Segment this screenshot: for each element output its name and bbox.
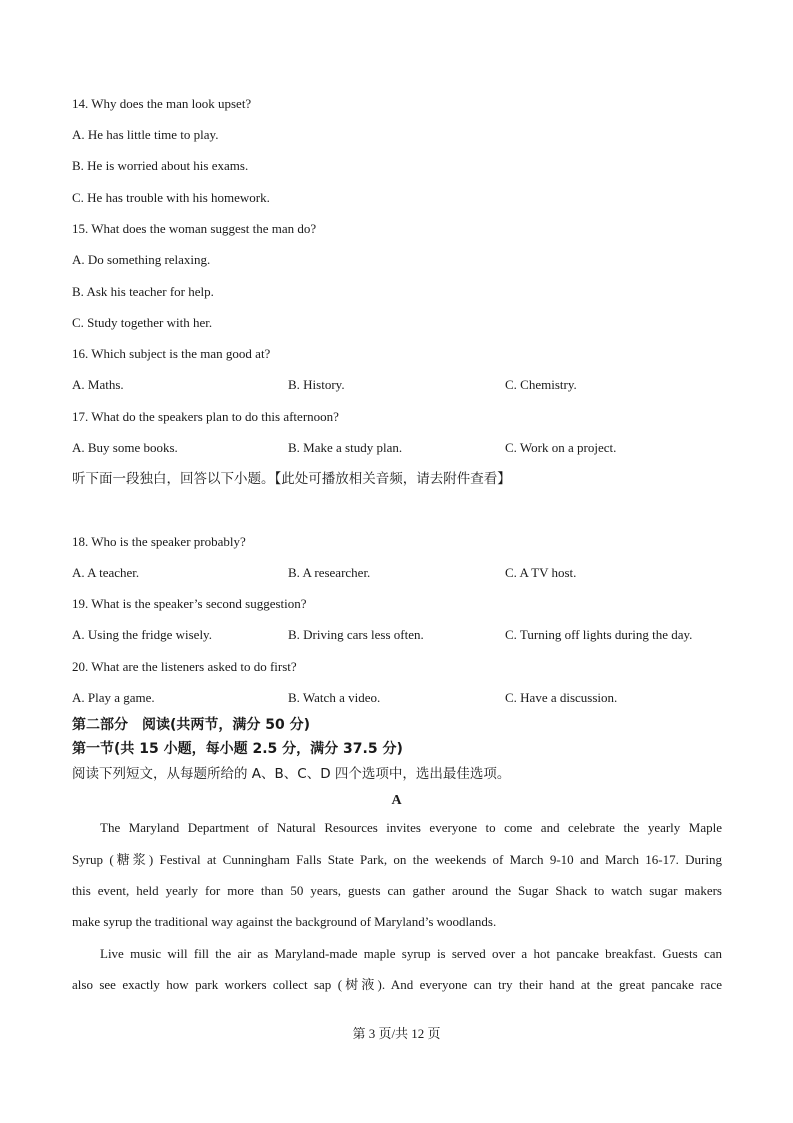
question-14-option-c: C. He has trouble with his homework. <box>72 190 270 205</box>
question-20-option-c: C. Have a discussion. <box>505 690 618 705</box>
question-15-option-b: B. Ask his teacher for help. <box>72 284 214 299</box>
page-footer: 第 3 页/共 12 页 <box>352 1026 441 1041</box>
question-20-stem: 20. What are the listeners asked to do first? <box>72 659 297 674</box>
part-two-heading: 第二部分 阅读(共两节，满分 50 分) <box>72 717 311 733</box>
question-18-stem: 18. Who is the speaker probably? <box>72 534 246 549</box>
monologue-instruction: 听下面一段独白，回答以下小题。【此处可播放相关音频，请去附件查看】 <box>72 471 511 487</box>
passage-line: also see exactly how park workers collect sap (树液). And everyone can try their hand at the great pancake race <box>72 977 722 992</box>
passage-line: this event, held yearly for more than 50 years, guests can gather around the Sugar Shack to watch sugar makers <box>72 883 722 898</box>
passage-line: Syrup (糖浆) Festival at Cunningham Falls State Park, on the weekends of March 9-10 and March 16-17. During <box>72 852 722 867</box>
question-15-option-a: A. Do something relaxing. <box>72 252 211 267</box>
question-20-option-b: B. Watch a video. <box>288 690 381 705</box>
question-17-option-b: B. Make a study plan. <box>288 440 403 455</box>
question-18-option-a: A. A teacher. <box>72 565 140 580</box>
section-one-heading: 第一节(共 15 小题，每小题 2.5 分，满分 37.5 分) <box>72 741 403 757</box>
reading-instruction: 阅读下列短文，从每题所给的 A、B、C、D 四个选项中，选出最佳选项。 <box>72 766 511 782</box>
passage-line: Live music will fill the air as Maryland-made maple syrup is served over a hot pancake breakfast. Guests can <box>100 946 722 961</box>
question-19-option-a: A. Using the fridge wisely. <box>72 627 212 642</box>
question-16-option-b: B. History. <box>288 377 345 392</box>
question-18-option-b: B. A researcher. <box>288 565 371 580</box>
passage-line: The Maryland Department of Natural Resources invites everyone to come and celebrate the yearly Maple <box>100 820 722 835</box>
question-16-option-a: A. Maths. <box>72 377 124 392</box>
question-14-option-b: B. He is worried about his exams. <box>72 158 249 173</box>
question-17-stem: 17. What do the speakers plan to do this afternoon? <box>72 409 339 424</box>
question-18-option-c: C. A TV host. <box>505 565 577 580</box>
question-17-option-a: A. Buy some books. <box>72 440 178 455</box>
question-15-option-c: C. Study together with her. <box>72 315 213 330</box>
question-14-stem: 14. Why does the man look upset? <box>72 96 252 111</box>
question-19-option-c: C. Turning off lights during the day. <box>505 627 693 642</box>
passage-line: make syrup the traditional way against the background of Maryland’s woodlands. <box>72 914 497 929</box>
question-14-option-a: A. He has little time to play. <box>72 127 219 142</box>
passage-letter: A <box>391 793 402 808</box>
question-17-option-c: C. Work on a project. <box>505 440 617 455</box>
question-16-option-c: C. Chemistry. <box>505 377 577 392</box>
question-15-stem: 15. What does the woman suggest the man do? <box>72 221 317 236</box>
question-16-stem: 16. Which subject is the man good at? <box>72 346 271 361</box>
question-20-option-a: A. Play a game. <box>72 690 155 705</box>
question-19-stem: 19. What is the speaker’s second suggestion? <box>72 596 307 611</box>
question-19-option-b: B. Driving cars less often. <box>288 627 424 642</box>
